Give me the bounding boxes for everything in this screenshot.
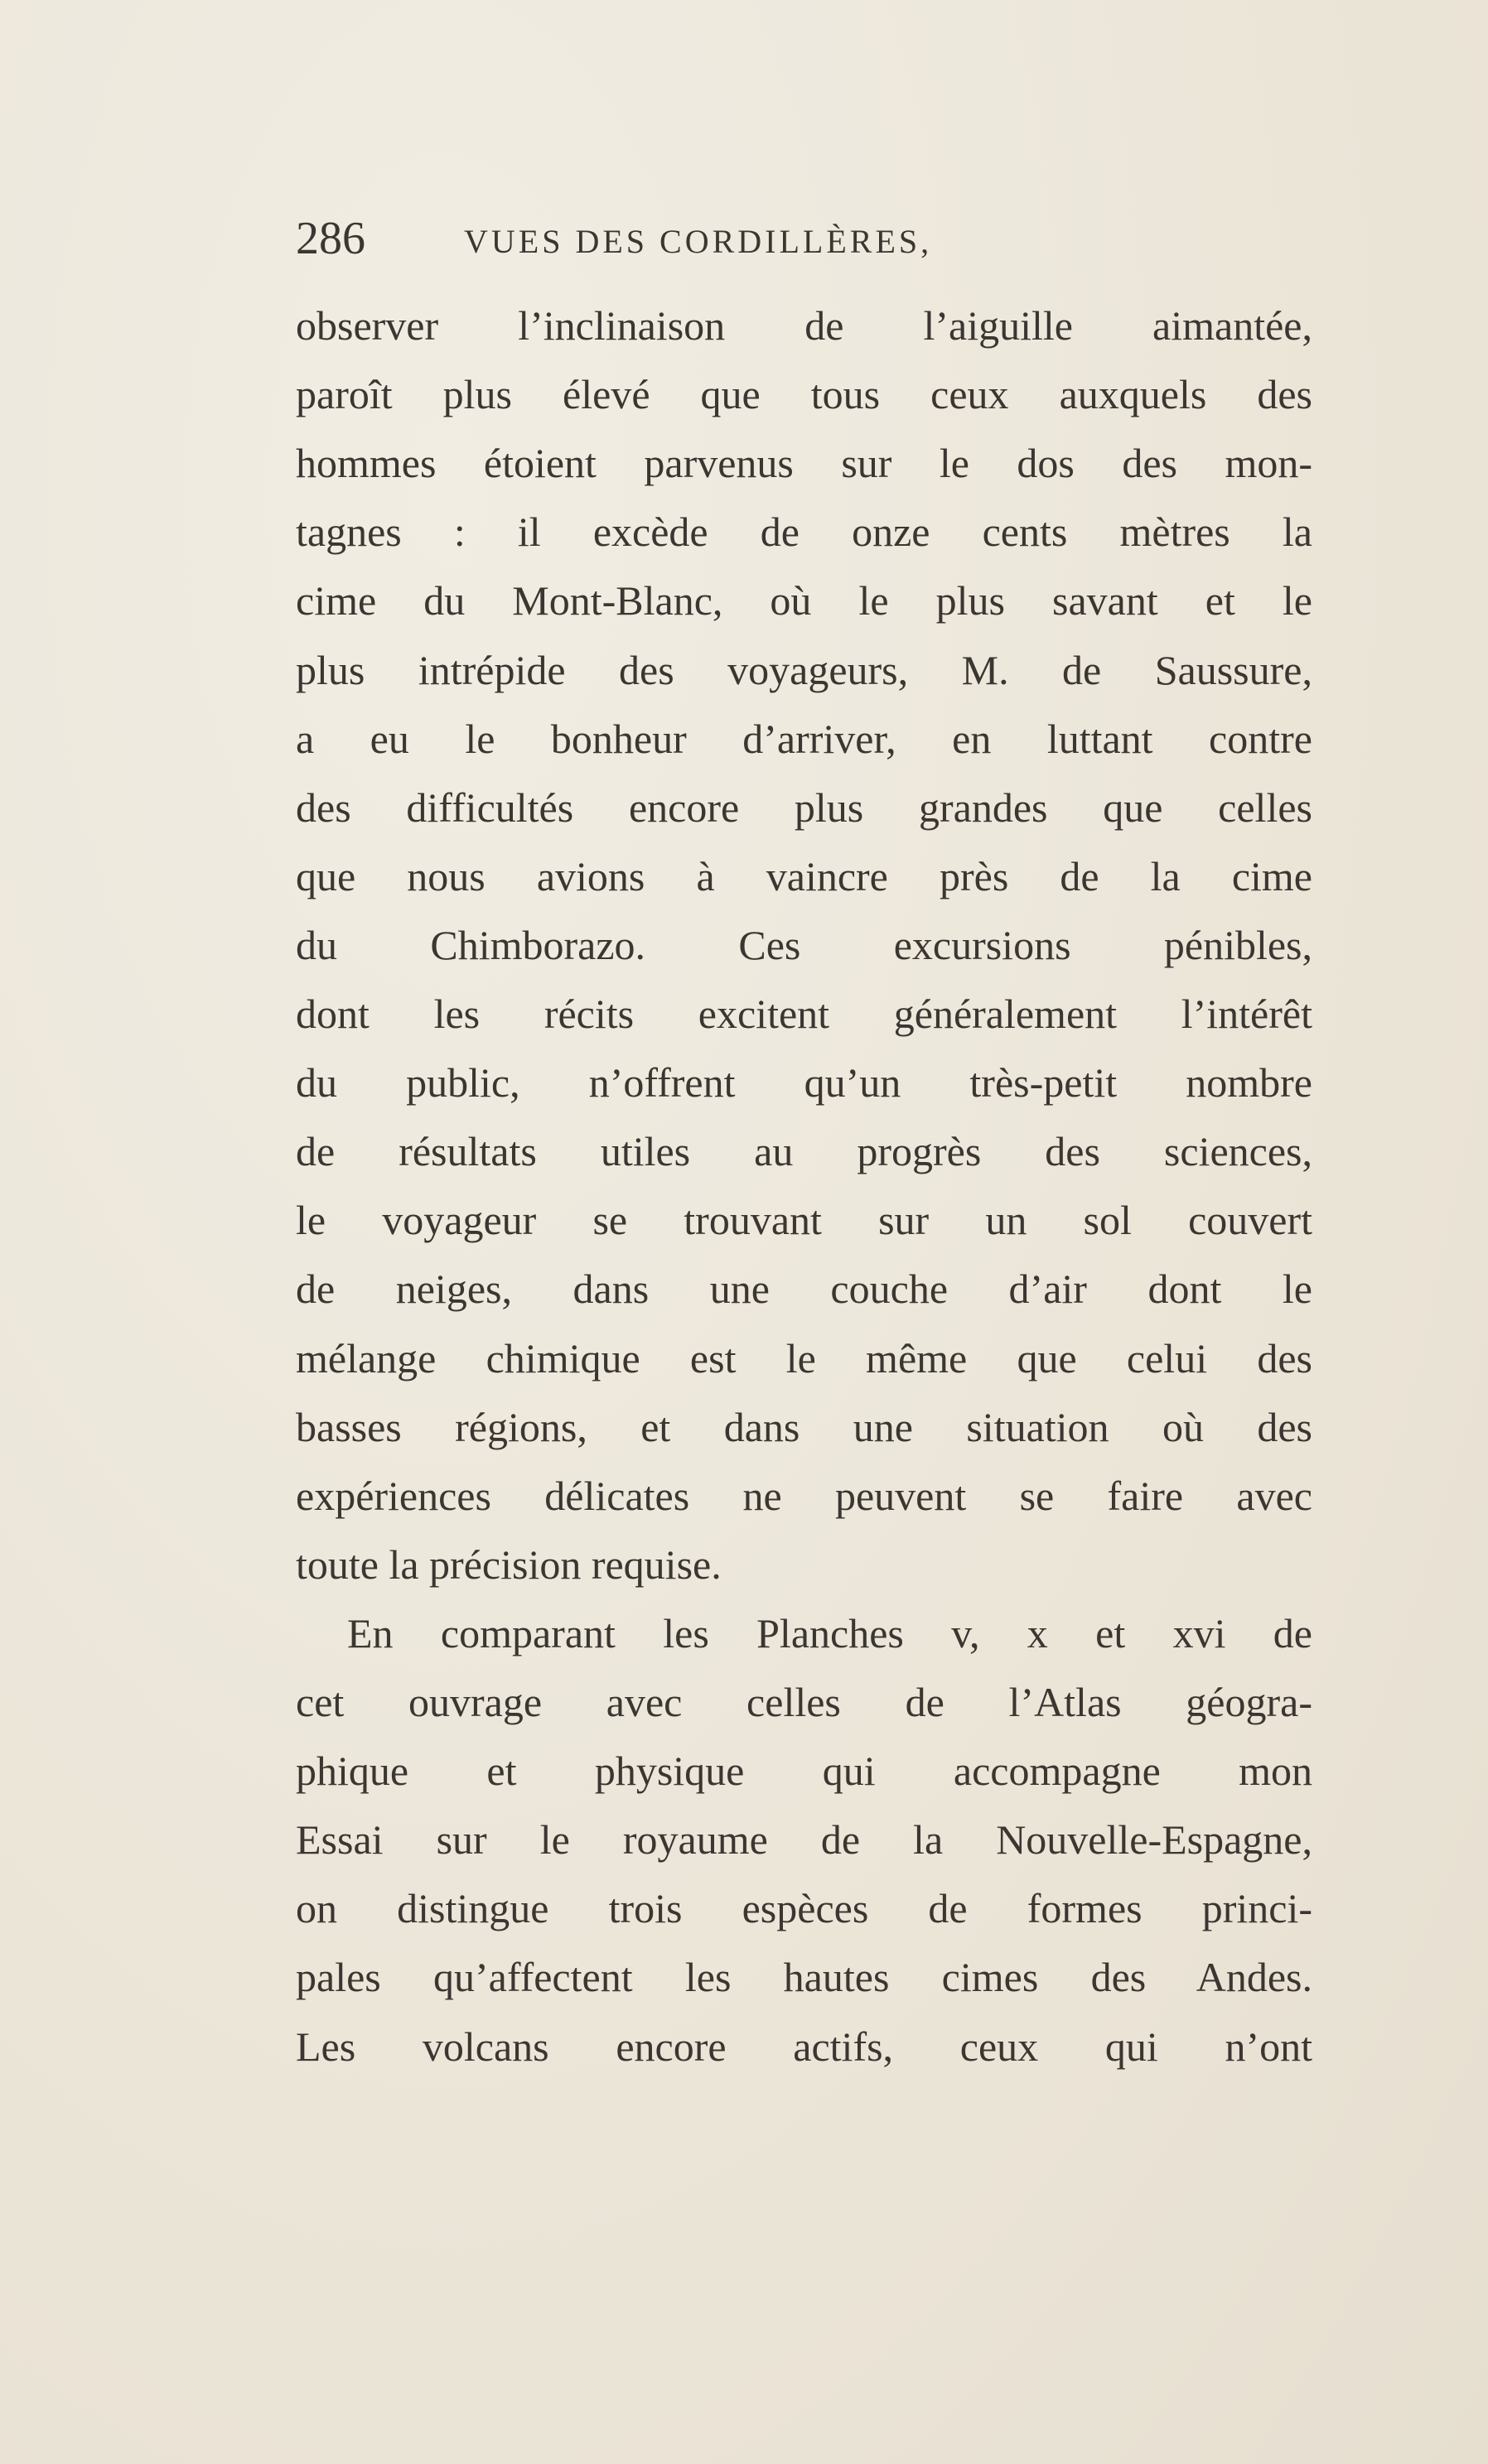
text-line: de neiges, dans une couche d’air dont le: [296, 1266, 1312, 1313]
text-line: dont les récits excitent généralement l’intérêt: [296, 991, 1312, 1037]
text-line: mélange chimique est le même que celui des: [296, 1334, 1312, 1381]
text-line: cet ouvrage avec celles de l’Atlas géogra-: [296, 1679, 1312, 1725]
text-line: du public, n’offrent qu’un très-petit nombre: [296, 1059, 1312, 1107]
text-line: phique et physique qui accompagne mon: [296, 1748, 1312, 1795]
text-line: paroît plus élevé que tous ceux auxquels des: [296, 371, 1312, 418]
text-line: du Chimborazo. Ces excursions pénibles,: [296, 921, 1312, 968]
page-number: 286: [296, 213, 365, 264]
text-line: basses régions, et dans une situation où des: [296, 1403, 1312, 1450]
text-line: le voyageur se trouvant sur un sol couvert: [296, 1197, 1312, 1244]
text-line: Les volcans encore actifs, ceux qui n’ont: [296, 2023, 1312, 2070]
text-line: a eu le bonheur d’arriver, en luttant contre: [296, 715, 1312, 762]
text-line: toute la précision requise.: [296, 1541, 722, 1588]
text-line: cime du Mont-Blanc, où le plus savant et le: [296, 577, 1312, 624]
text-line: pales qu’affectent les hautes cimes des Andes.: [296, 1954, 1312, 2001]
text-line: de résultats utiles au progrès des sciences,: [296, 1128, 1312, 1175]
text-line: des difficultés encore plus grandes que celles: [296, 784, 1312, 831]
text-line: tagnes : il excède de onze cents mètres la: [296, 509, 1312, 556]
running-title: VUES DES CORDILLÈRES,: [464, 223, 933, 260]
text-line: hommes étoient parvenus sur le dos des mon-: [296, 440, 1312, 487]
text-line: expériences délicates ne peuvent se faire avec: [296, 1472, 1312, 1519]
text-line: observer l’inclinaison de l’aiguille aimantée,: [296, 302, 1312, 349]
text-line: En comparant les Planches v, x et xvi de: [347, 1609, 1312, 1656]
text-line: Essai sur le royaume de la Nouvelle-Espagne,: [296, 1816, 1312, 1864]
text-line: on distingue trois espèces de formes princi-: [296, 1885, 1312, 1932]
text-line: que nous avions à vaincre près de la cime: [296, 852, 1312, 899]
text-line: plus intrépide des voyageurs, M. de Saussure,: [296, 646, 1312, 693]
page-header: [296, 207, 1312, 273]
